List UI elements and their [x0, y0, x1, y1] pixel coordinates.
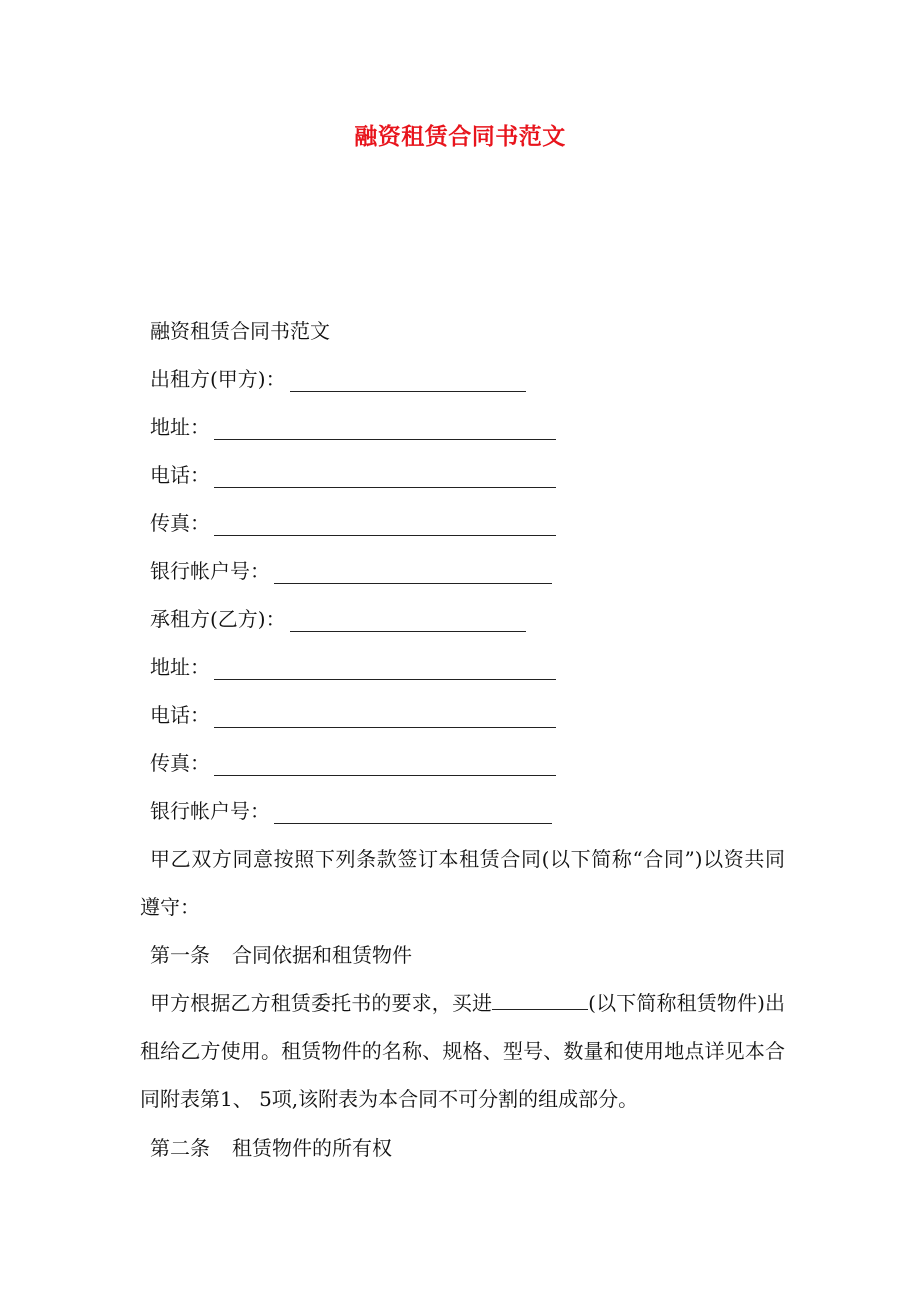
article2-title: 租赁物件的所有权: [232, 1136, 392, 1160]
lessee-bank-blank: [274, 801, 552, 824]
lessor-address-blank: [214, 417, 556, 440]
lessor-address-label: 地址：: [150, 415, 210, 439]
lessor-bank-line: [150, 558, 552, 584]
lessee-phone-blank: [214, 705, 556, 728]
lessor-bank-label: 银行帐户号：: [150, 559, 270, 583]
lessor-fax-line: [150, 510, 556, 536]
lessee-address-blank: [214, 657, 556, 680]
article1-text-before: 甲方根据乙方租赁委托书的要求，买进: [150, 991, 493, 1015]
intro-paragraph: 甲乙双方同意按照下列条款签订本租赁合同(以下简称“合同”)以资共同遵守：: [140, 847, 785, 919]
lessee-heading-label: 承租方(乙方)：: [150, 607, 286, 631]
article1-item-blank: [492, 987, 588, 1010]
article2-number: 第二条: [150, 1136, 210, 1160]
lessor-bank-blank: [274, 561, 552, 584]
lessee-heading-line: [150, 606, 526, 632]
lessor-fax-label: 传真：: [150, 511, 210, 535]
lessee-fax-label: 传真：: [150, 751, 210, 775]
lessee-phone-line: [150, 702, 556, 728]
lessor-phone-line: [150, 462, 556, 488]
lessor-heading-label: 出租方(甲方)：: [150, 367, 286, 391]
article2-heading: [150, 1135, 392, 1161]
lessee-address-label: 地址：: [150, 655, 210, 679]
lessor-name-blank: [290, 369, 526, 392]
document-subtitle: 融资租赁合同书范文: [150, 319, 330, 343]
article1-number: 第一条: [150, 943, 210, 967]
lessor-heading-line: [150, 366, 526, 392]
document-title: 融资租赁合同书范文: [354, 123, 566, 150]
article1-paragraph: [140, 979, 785, 1123]
article1-heading: [150, 942, 412, 968]
lessee-fax-blank: [214, 753, 556, 776]
lessee-bank-label: 银行帐户号：: [150, 799, 270, 823]
lessor-fax-blank: [214, 513, 556, 536]
lessee-address-line: [150, 654, 556, 680]
lessor-phone-label: 电话：: [150, 463, 210, 487]
lessee-name-blank: [290, 609, 526, 632]
lessee-phone-label: 电话：: [150, 703, 210, 727]
lessor-address-line: [150, 414, 556, 440]
article1-text-after: (以下简称租赁物件)出租给乙方使用。租赁物件的名称、规格、型号、数量和使用地点详见本合同附表第1、 5项,该附表为本合同不可分割的组成部分。: [140, 991, 786, 1111]
article1-title: 合同依据和租赁物件: [232, 943, 412, 967]
lessor-phone-blank: [214, 465, 556, 488]
lessee-fax-line: [150, 750, 556, 776]
lessee-bank-line: [150, 798, 552, 824]
